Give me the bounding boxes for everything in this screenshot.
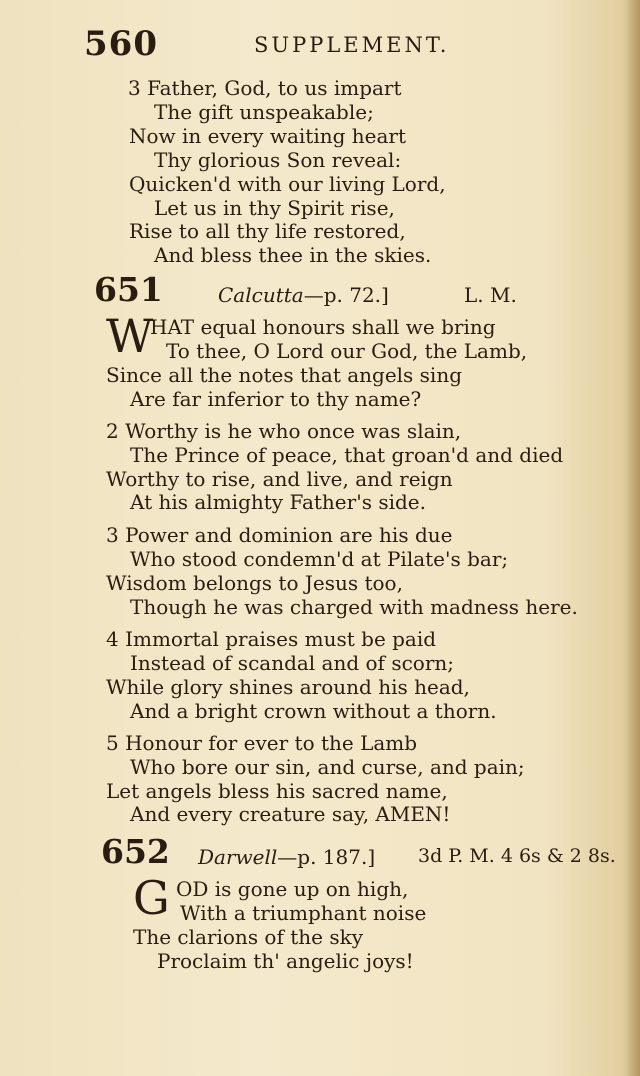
hymn-line: Though he was charged with madness here.	[130, 595, 578, 619]
hymn-line: 2 Worthy is he who once was slain,	[106, 419, 462, 443]
hymn-line: Worthy to rise, and live, and reign	[106, 467, 453, 491]
hymn-line: Instead of scandal and of scorn;	[130, 651, 455, 675]
hymn-line: Who bore our sin, and curse, and pain;	[130, 755, 525, 779]
hymn-line: 3 Power and dominion are his due	[106, 523, 453, 547]
hymn-line: Since all the notes that angels sing	[106, 363, 463, 387]
stanza-line: Now in every waiting heart	[129, 124, 406, 148]
hymn-number: 651	[94, 270, 163, 309]
hymn-line: At his almighty Father's side.	[130, 490, 426, 514]
hymn-line: Let angels bless his sacred name,	[106, 779, 448, 803]
hymn-line: 5 Honour for ever to the Lamb	[106, 731, 418, 755]
hymn-line: Wisdom belongs to Jesus too,	[106, 571, 403, 595]
hymn-line: To thee, O Lord our God, the Lamb,	[166, 339, 528, 363]
hymn-number: 652	[101, 832, 170, 871]
tune-page-ref: —p. 187.]	[277, 845, 376, 869]
page-number: 560	[84, 24, 158, 64]
stanza-line: Quicken'd with our living Lord,	[129, 172, 446, 196]
hymn-line: The clarions of the sky	[133, 925, 364, 949]
tune-page-ref: —p. 72.]	[303, 283, 389, 307]
stanza-line: The gift unspeakable;	[154, 100, 374, 124]
stanza-line: Let us in thy Spirit rise,	[154, 196, 395, 220]
hymn-line: While glory shines around his head,	[106, 675, 470, 699]
hymn-line: Proclaim th' angelic joys!	[157, 949, 414, 973]
hymn-line: The Prince of peace, that groan'd and died	[130, 443, 564, 467]
hymn-line: With a triumphant noise	[180, 901, 427, 925]
tune-name: Calcutta	[218, 283, 304, 307]
stanza-line: And bless thee in the skies.	[154, 243, 432, 267]
hymn-line: 4 Immortal praises must be paid	[106, 627, 437, 651]
page-edge-shadow	[626, 0, 640, 1076]
hymn-meter: L. M.	[464, 283, 517, 307]
hymn-meter: 3d P. M. 4 6s & 2 8s.	[418, 845, 616, 867]
drop-cap: G	[133, 871, 170, 925]
hymn-line: HAT equal honours shall we bring	[150, 315, 496, 339]
running-title: SUPPLEMENT.	[254, 33, 450, 57]
hymn-line: OD is gone up on high,	[176, 877, 409, 901]
hymn-line: And a bright crown without a thorn.	[130, 699, 497, 723]
hymn-line: And every creature say, AMEN!	[130, 802, 451, 826]
stanza-line: Thy glorious Son reveal:	[154, 148, 402, 172]
hymn-heading	[198, 845, 375, 869]
drop-cap: W	[106, 309, 154, 363]
hymn-line: Are far inferior to thy name?	[130, 387, 422, 411]
hymn-line: Who stood condemn'd at Pilate's bar;	[130, 547, 509, 571]
stanza-line: 3 Father, God, to us impart	[128, 76, 402, 100]
hymn-heading	[218, 283, 389, 307]
tune-name: Darwell	[198, 845, 278, 869]
stanza-line: Rise to all thy life restored,	[129, 219, 406, 243]
